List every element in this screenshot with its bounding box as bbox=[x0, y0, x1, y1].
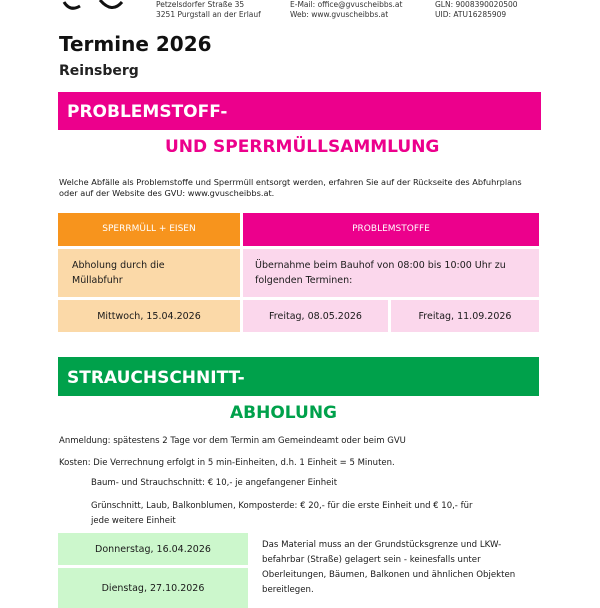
sperrmuell-desc: Abholung durch die Müllabfuhr bbox=[58, 249, 240, 297]
email-text: E-Mail: office@gvuscheibbs.at bbox=[290, 0, 403, 9]
strauch-banner bbox=[58, 357, 539, 396]
problem-banner bbox=[58, 92, 541, 130]
strauch-note: Das Material muss an der Grundstücksgrenze und LKW-befahrbar (Straße) gelagert sein - keinesfalls unter Oberleitungen, Bäumen, Balkonen und ähnlichen Objekten bereitlegen. bbox=[262, 540, 516, 595]
address bbox=[156, 0, 261, 19]
ids bbox=[435, 0, 518, 19]
strauch-kosten: Kosten: Die Verrechnung erfolgt in 5 min-Einheiten, d.h. 1 Einheit = 5 Minuten. bbox=[59, 458, 395, 468]
problem-intro: Welche Abfälle als Problemstoffe und Sperrmüll entsorgt werden, erfahren Sie auf der Rückseite des Abfuhrplans oder auf der Website des GVU: www.gvuscheibbs.at. bbox=[59, 177, 522, 198]
strauch-price-baum: Baum- und Strauchschnitt: € 10,- je angefangener Einheit bbox=[91, 478, 338, 488]
strauch-heading: ABHOLUNG bbox=[230, 403, 338, 423]
strauch-banner-text: STRAUCHSCHNITT- bbox=[67, 368, 245, 388]
sperrmuell-date: Mittwoch, 15.04.2026 bbox=[58, 300, 240, 332]
address-line2: 3251 Purgstall an der Erlauf bbox=[156, 9, 261, 19]
uid-text: UID: ATU16285909 bbox=[435, 9, 507, 19]
problem-banner-text: PROBLEMSTOFF- bbox=[67, 102, 228, 122]
strauch-date: Donnerstag, 16.04.2026 bbox=[58, 533, 248, 565]
problem-heading: UND SPERRMÜLLSAMMLUNG bbox=[165, 137, 440, 157]
strauch-price-gruen: Grünschnitt, Laub, Balkonblumen, Komposterde: € 20,- für die erste Einheit und € 10,- für jede weitere Einheit bbox=[91, 501, 473, 526]
web-text: Web: www.gvuscheibbs.at bbox=[290, 9, 389, 19]
sperrmuell-header: SPERRMÜLL + EISEN bbox=[58, 213, 240, 246]
contact bbox=[290, 0, 402, 19]
logo-icon bbox=[60, 0, 124, 18]
page-subtitle: Reinsberg bbox=[59, 63, 139, 79]
problemstoffe-header: PROBLEMSTOFFE bbox=[243, 213, 539, 246]
strauch-anmeldung: Anmeldung: spätestens 2 Tage vor dem Termin am Gemeindeamt oder beim GVU bbox=[59, 436, 406, 446]
problemstoffe-desc: Übernahme beim Bauhof von 08:00 bis 10:00 Uhr zu folgenden Terminen: bbox=[243, 249, 539, 297]
problemstoffe-date: Freitag, 08.05.2026 bbox=[243, 300, 388, 332]
gln-text: GLN: 9008390020500 bbox=[435, 0, 518, 9]
strauch-date: Dienstag, 27.10.2026 bbox=[58, 568, 248, 608]
problemstoffe-date: Freitag, 11.09.2026 bbox=[391, 300, 539, 332]
page-title: Termine 2026 bbox=[59, 32, 212, 56]
address-line1: Petzelsdorfer Straße 35 bbox=[156, 0, 245, 9]
